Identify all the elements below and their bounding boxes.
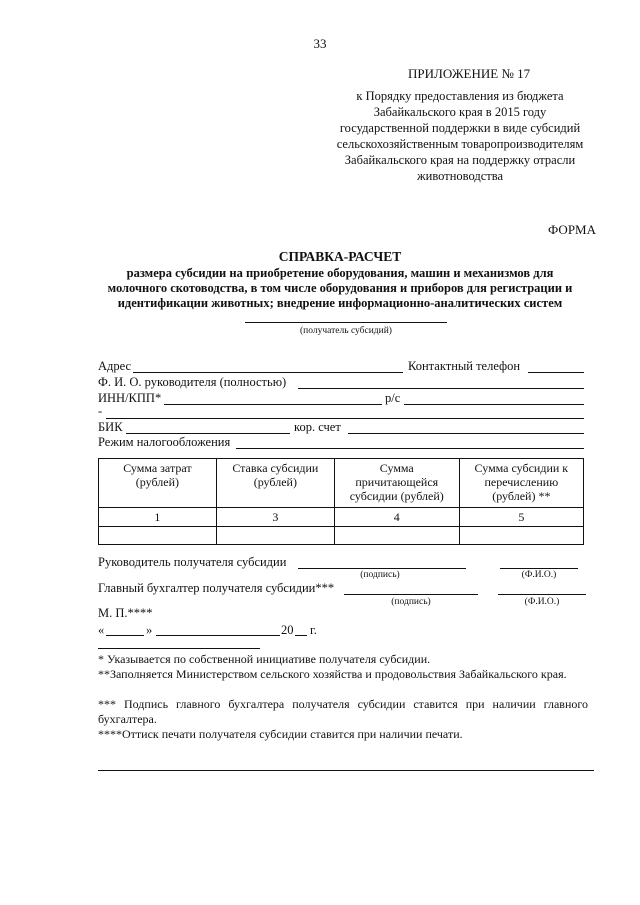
account-label: р/с: [385, 391, 401, 405]
dash-label: -: [98, 404, 103, 418]
page-number: 33: [313, 36, 327, 51]
appendix-line: животноводства: [417, 169, 503, 183]
table-cell[interactable]: [459, 527, 583, 545]
extra-field[interactable]: [106, 418, 584, 419]
header-cell: Ставка субсидии (рублей): [216, 459, 334, 508]
fio-caption: (Ф.И.О.): [521, 570, 557, 580]
table-row[interactable]: [99, 527, 584, 545]
bik-label: БИК: [98, 420, 123, 434]
footnote: *** Подпись главного бухгалтера получателя субсидии ставится при наличии главного бухгалтера.: [98, 697, 588, 726]
subtitle-line: идентификации животных; внедрение информационно-аналитических систем: [117, 296, 563, 310]
appendix-subtitle: [320, 88, 600, 184]
header-cell: Сумма затрат (рублей): [99, 459, 217, 508]
appendix-title: ПРИЛОЖЕНИЕ № 17: [408, 66, 531, 81]
head-name-label: Ф. И. О. руководителя (полностью): [98, 375, 287, 389]
accountant-fio-field[interactable]: [498, 594, 586, 595]
corr-label: кор. счет: [294, 420, 341, 434]
inn-field[interactable]: [164, 404, 382, 405]
number-cell: 3: [216, 508, 334, 527]
subtitle-line: размера субсидии на приобретение оборудования, машин и механизмов для: [126, 266, 554, 280]
bik-field[interactable]: [126, 433, 290, 434]
footnote: * Указывается по собственной инициативе получателя субсидии.: [98, 652, 431, 666]
subtitle-line: молочного скотоводства, в том числе оборудования и приборов для регистрации и: [107, 281, 573, 295]
head-name-field[interactable]: [298, 388, 584, 389]
table-cell[interactable]: [99, 527, 217, 545]
head-signature-label: Руководитель получателя субсидии: [98, 555, 287, 569]
subsidy-table: [98, 458, 584, 545]
date-year-suffix: г.: [310, 623, 317, 637]
document-subtitle: [60, 266, 620, 311]
recipient-line: [245, 322, 447, 323]
accountant-signature-label: Главный бухгалтер получателя субсидии***: [98, 581, 335, 595]
sign-caption: (подпись): [360, 570, 400, 580]
date-day-field[interactable]: [106, 635, 144, 636]
phone-field[interactable]: [528, 372, 584, 373]
date-month-field[interactable]: [156, 635, 280, 636]
appendix-line: Забайкальского края в 2015 году: [373, 105, 547, 119]
number-cell: 5: [459, 508, 583, 527]
number-cell: 1: [99, 508, 217, 527]
date-year-prefix: 20: [281, 623, 294, 637]
table-number-row: [99, 508, 584, 527]
sign-caption: (подпись): [391, 597, 431, 607]
fio-caption: (Ф.И.О.): [524, 597, 560, 607]
bottom-rule: [98, 770, 594, 771]
document-title: СПРАВКА-РАСЧЕТ: [278, 249, 402, 264]
date-year-field[interactable]: [295, 635, 307, 636]
table-cell[interactable]: [216, 527, 334, 545]
accountant-signature-field[interactable]: [344, 594, 478, 595]
phone-label: Контактный телефон: [408, 359, 521, 373]
inn-label: ИНН/КПП*: [98, 391, 162, 405]
head-signature-field[interactable]: [298, 568, 466, 569]
footnote: **Заполняется Министерством сельского хозяйства и продовольствия Забайкальского края.: [98, 667, 567, 681]
footnote-separator: [98, 648, 260, 649]
appendix-line: сельскохозяйственным товаропроизводителям: [336, 137, 584, 151]
header-cell: Сумма субсидии к перечислению (рублей) **: [459, 459, 583, 508]
number-cell: 4: [334, 508, 459, 527]
date-open-quote: «: [98, 623, 105, 637]
recipient-caption: (получатель субсидий): [300, 326, 392, 336]
tax-label: Режим налогообложения: [98, 435, 231, 449]
table-cell[interactable]: [334, 527, 459, 545]
address-label: Адрес: [98, 359, 132, 373]
date-close-quote: »: [146, 623, 153, 637]
corr-field[interactable]: [348, 433, 584, 434]
head-fio-field[interactable]: [500, 568, 578, 569]
header-cell: Сумма причитающейся субсидии (рублей): [334, 459, 459, 508]
tax-field[interactable]: [236, 448, 584, 449]
form-label: ФОРМА: [548, 222, 596, 237]
appendix-line: государственной поддержки в виде субсидий: [339, 121, 581, 135]
table-header-row: [99, 459, 584, 508]
account-field[interactable]: [404, 404, 584, 405]
address-field[interactable]: [133, 372, 403, 373]
stamp-label: М. П.****: [98, 606, 153, 620]
footnote: ****Оттиск печати получателя субсидии ставится при наличии печати.: [98, 727, 463, 741]
appendix-line: Забайкальского края на поддержку отрасли: [344, 153, 576, 167]
appendix-line: к Порядку предоставления из бюджета: [356, 89, 564, 103]
